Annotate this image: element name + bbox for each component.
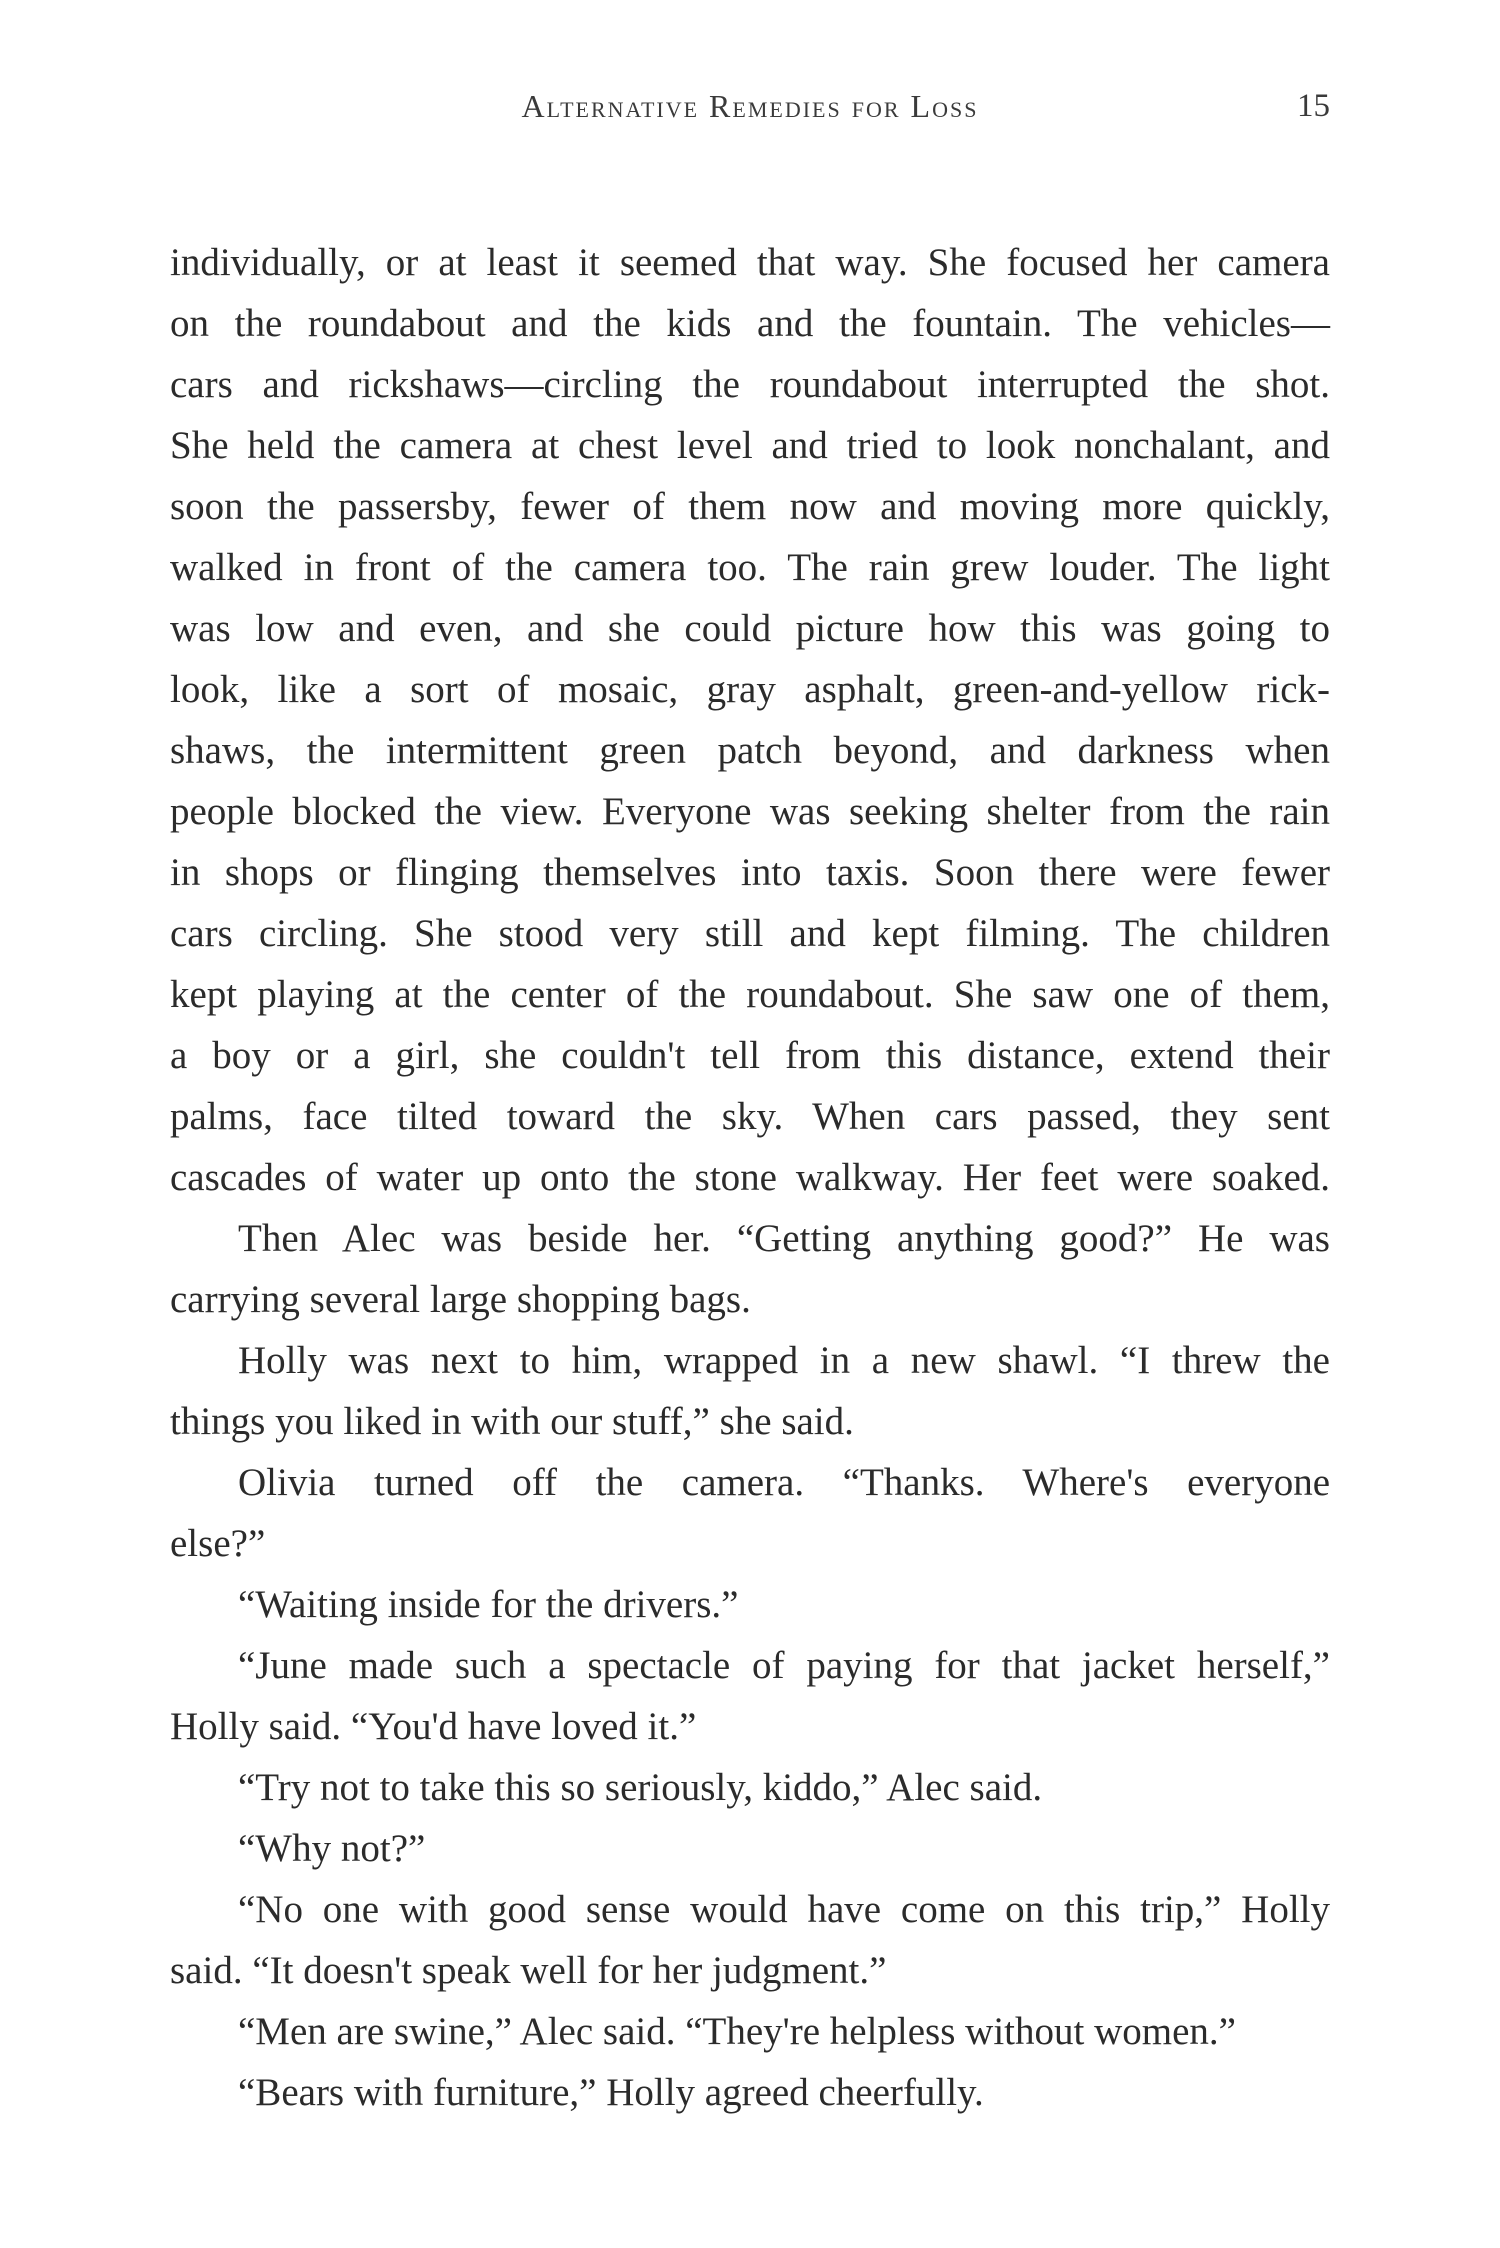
text-line: said. “It doesn't speak well for her judgment.” <box>170 1949 887 1992</box>
text-line: “No one with good sense would have come on this trip,” Holly <box>238 1888 1330 1931</box>
text-line: in shops or flinging themselves into taxis. Soon there were fewer <box>170 851 1330 894</box>
text-line: “Why not?” <box>238 1827 426 1870</box>
text-line: carrying several large shopping bags. <box>170 1278 751 1321</box>
text-line: on the roundabout and the kids and the fountain. The vehicles— <box>170 302 1330 345</box>
text-line: else?” <box>170 1522 266 1565</box>
text-line: a boy or a girl, she couldn't tell from this distance, extend their <box>170 1034 1330 1077</box>
running-title: Alternative Remedies for Loss <box>521 88 979 124</box>
text-line: Holly said. “You'd have loved it.” <box>170 1705 697 1748</box>
running-head <box>170 88 1330 138</box>
text-line: was low and even, and she could picture how this was going to <box>170 607 1330 650</box>
text-line: cars and rickshaws—circling the roundabout interrupted the shot. <box>170 363 1330 406</box>
text-line: cars circling. She stood very still and kept filming. The children <box>170 912 1330 955</box>
body-text <box>170 232 1330 2123</box>
text-line: Olivia turned off the camera. “Thanks. Where's everyone <box>238 1461 1330 1504</box>
text-line: kept playing at the center of the roundabout. She saw one of them, <box>170 973 1330 1016</box>
text-line: things you liked in with our stuff,” she said. <box>170 1400 854 1443</box>
text-line: palms, face tilted toward the sky. When cars passed, they sent <box>170 1095 1330 1138</box>
page-number: 15 <box>1297 88 1330 124</box>
text-line: She held the camera at chest level and tried to look nonchalant, and <box>170 424 1330 467</box>
text-line: people blocked the view. Everyone was seeking shelter from the rain <box>170 790 1330 833</box>
text-line: Then Alec was beside her. “Getting anything good?” He was <box>238 1217 1330 1260</box>
text-line: soon the passersby, fewer of them now and moving more quickly, <box>170 485 1330 528</box>
text-line: shaws, the intermittent green patch beyond, and darkness when <box>170 729 1330 772</box>
text-line: “June made such a spectacle of paying for that jacket herself,” <box>238 1644 1330 1687</box>
text-line: cascades of water up onto the stone walkway. Her feet were soaked. <box>170 1156 1330 1199</box>
text-line: “Bears with furniture,” Holly agreed cheerfully. <box>238 2071 984 2114</box>
text-line: “Try not to take this so seriously, kiddo,” Alec said. <box>238 1766 1043 1809</box>
text-line: look, like a sort of mosaic, gray asphalt, green-and-yellow rick- <box>170 668 1330 711</box>
text-line: “Waiting inside for the drivers.” <box>238 1583 739 1626</box>
text-line: walked in front of the camera too. The rain grew louder. The light <box>170 546 1330 589</box>
text-line: “Men are swine,” Alec said. “They're helpless without women.” <box>238 2010 1236 2053</box>
text-line: individually, or at least it seemed that way. She focused her camera <box>170 241 1330 284</box>
text-line: Holly was next to him, wrapped in a new shawl. “I threw the <box>238 1339 1330 1382</box>
